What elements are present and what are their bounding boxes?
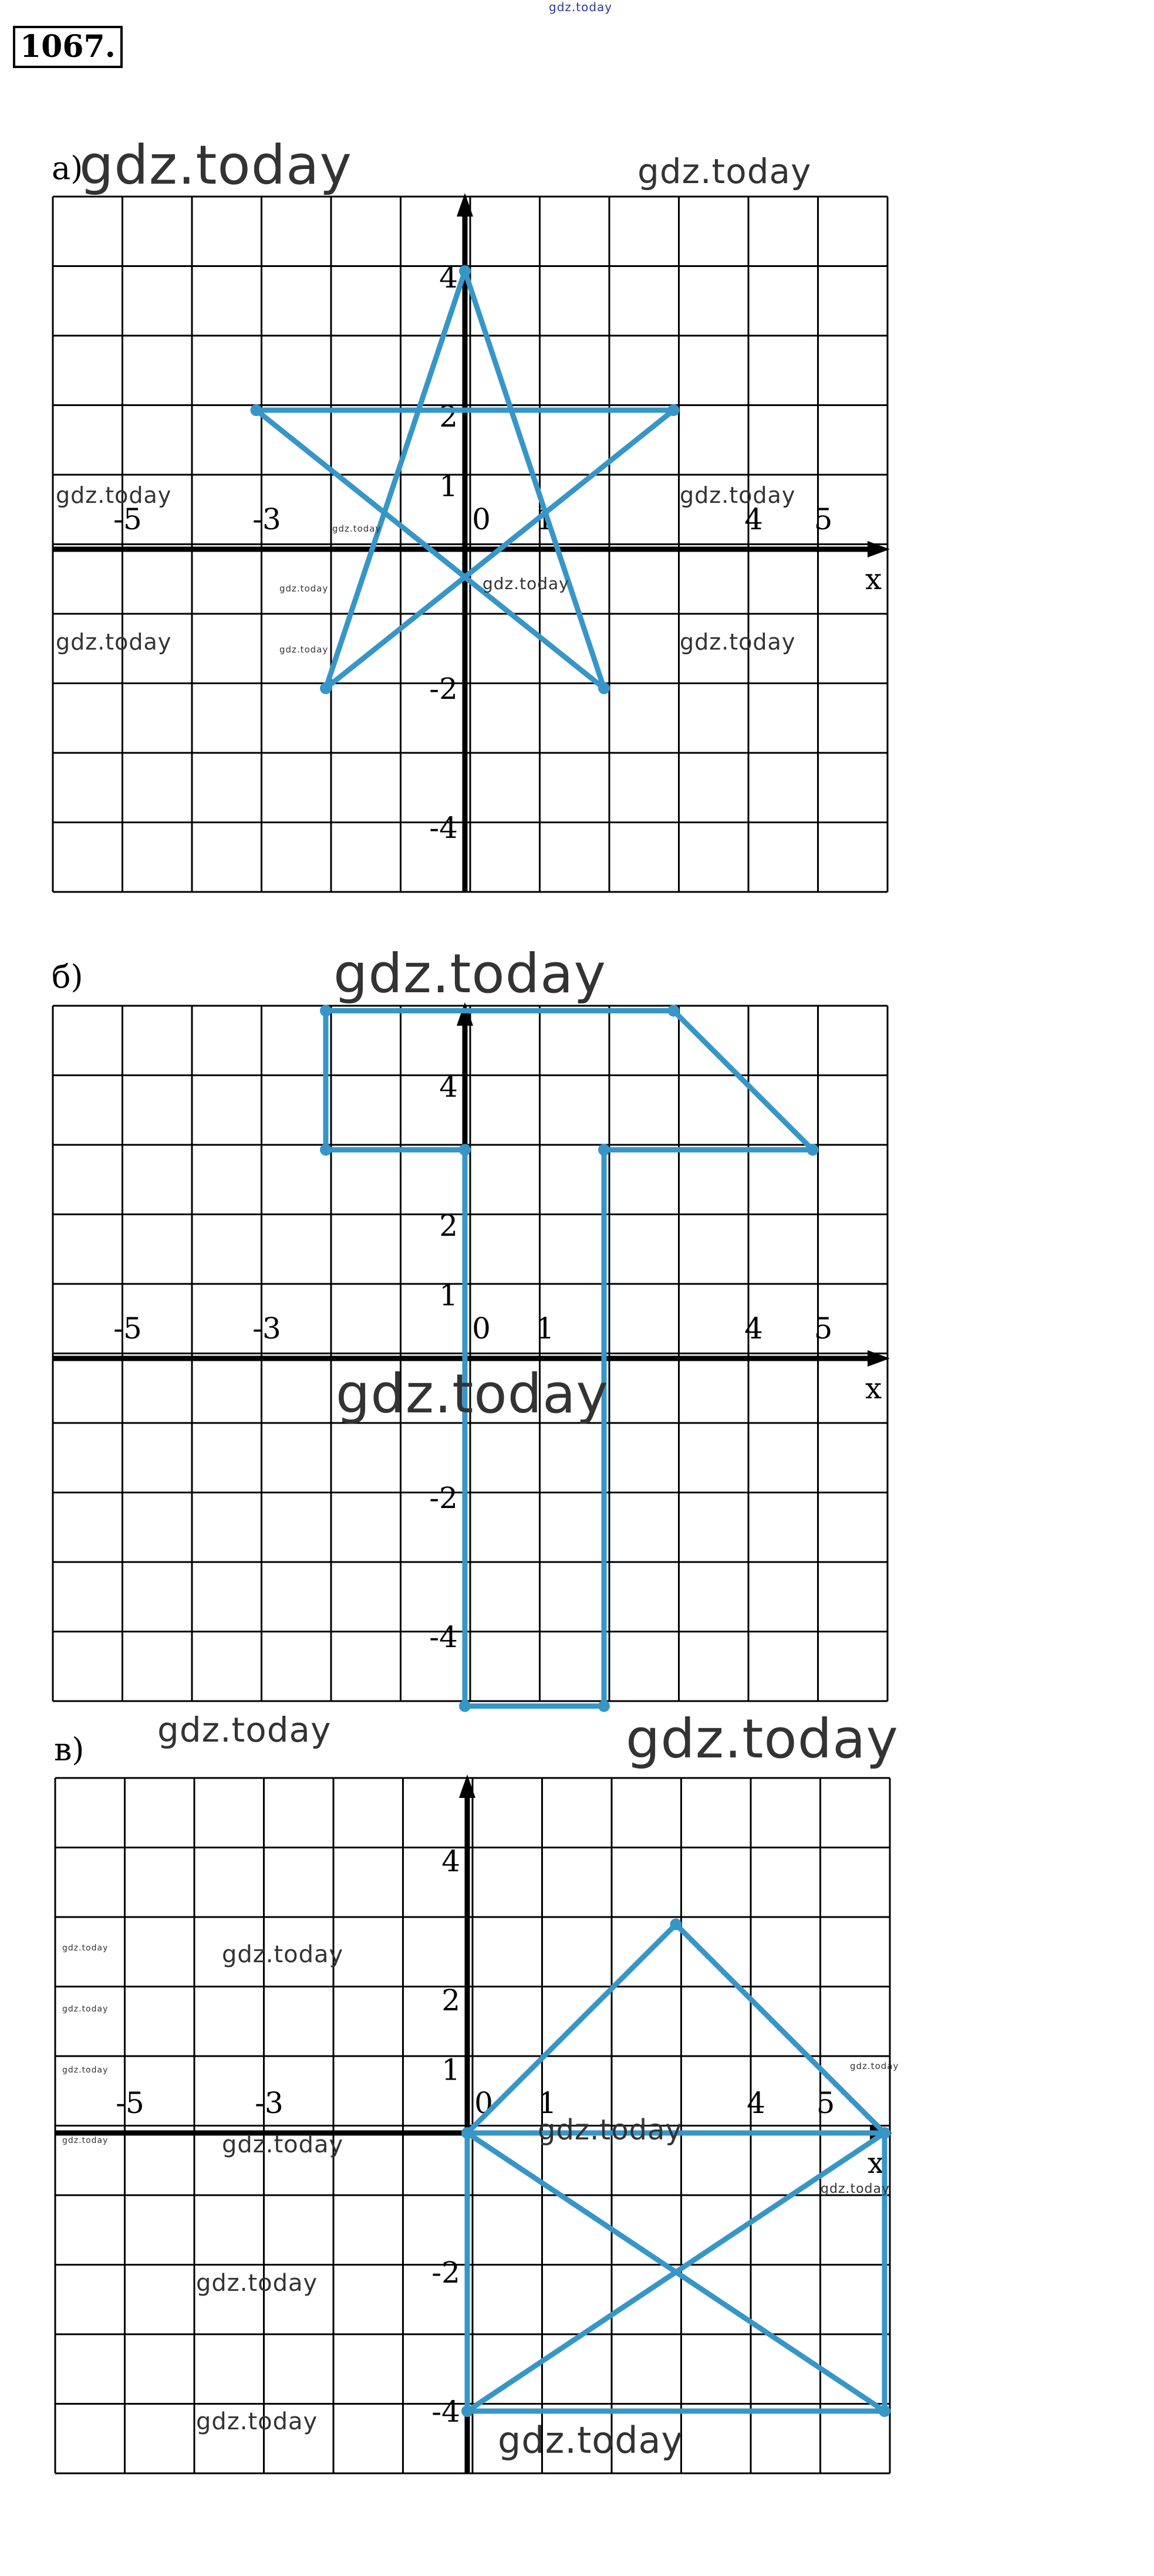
y-tick-label: -2: [429, 672, 458, 706]
x-tick-label: 5: [814, 1311, 833, 1346]
x-tick-label: 1: [538, 2086, 557, 2120]
part-a-label: а): [52, 150, 83, 187]
y-tick-label: 1: [439, 469, 458, 503]
watermark: gdz.today: [637, 151, 812, 191]
x-tick-label: 1: [535, 502, 555, 536]
watermark: gdz.today: [79, 134, 352, 197]
watermark: gdz.today: [222, 1941, 344, 1968]
watermark: gdz.today: [333, 942, 606, 1005]
y-tick-label: 4: [439, 261, 458, 295]
watermark: gdz.today: [821, 2182, 890, 2196]
x-axis-label: x: [865, 562, 882, 596]
x-tick-label: 0: [474, 2086, 493, 2120]
y-tick-label: 1: [441, 2053, 460, 2087]
watermark: gdz.today: [850, 2061, 899, 2071]
watermark: gdz.today: [62, 2004, 109, 2014]
watermark: gdz.today: [62, 1943, 109, 1953]
vertex-point: [461, 2405, 473, 2417]
y-tick-label: -2: [429, 1481, 458, 1515]
vertex-point: [879, 2127, 890, 2139]
x-tick-label: -3: [252, 1311, 281, 1346]
figure-outline: [467, 1925, 885, 2412]
x-axis-label: x: [865, 1371, 882, 1405]
watermark: gdz.today: [680, 482, 796, 508]
x-tick-label: -3: [255, 2086, 284, 2120]
vertex-point: [461, 2127, 473, 2139]
y-tick-label: -4: [431, 2395, 460, 2429]
y-tick-label: -4: [429, 811, 458, 845]
y-tick-label: 1: [439, 1278, 458, 1313]
watermark: gdz.today: [56, 629, 172, 655]
x-tick-label: 4: [744, 502, 763, 536]
y-tick-label: 2: [439, 1209, 458, 1243]
watermark: gdz.today: [680, 629, 796, 655]
watermark: gdz.today: [332, 523, 382, 534]
y-tick-label: -2: [431, 2256, 460, 2290]
y-tick-label: 2: [439, 400, 458, 434]
watermark: gdz.today: [56, 482, 172, 508]
watermark: gdz.today: [196, 2408, 318, 2435]
x-tick-label: 4: [747, 2086, 765, 2120]
part-b-label: б): [52, 958, 83, 995]
y-tick-label: 4: [441, 1844, 460, 1878]
part-c-label: в): [54, 1731, 85, 1768]
watermark: gdz.today: [538, 2114, 683, 2146]
x-tick-label: 1: [535, 1311, 555, 1346]
watermark: gdz.today: [279, 583, 329, 594]
watermark: gdz.today: [482, 574, 569, 593]
top-watermark: gdz.today: [549, 0, 613, 14]
watermark: gdz.today: [626, 1708, 899, 1770]
watermark: gdz.today: [62, 2065, 109, 2075]
vertex-point: [879, 2405, 890, 2417]
x-tick-label: 0: [472, 502, 491, 536]
vertex-point: [670, 1919, 682, 1931]
x-tick-label: 4: [744, 1311, 763, 1346]
watermark: gdz.today: [157, 1710, 332, 1750]
watermark: gdz.today: [196, 2270, 318, 2297]
watermark: gdz.today: [336, 1363, 609, 1425]
watermark: gdz.today: [62, 2136, 109, 2145]
x-tick-label: 0: [472, 1311, 491, 1346]
y-tick-label: 4: [439, 1070, 458, 1104]
x-tick-label: -3: [252, 502, 281, 536]
y-tick-label: -4: [429, 1620, 458, 1654]
x-tick-label: -5: [113, 1311, 142, 1346]
x-tick-label: 5: [816, 2086, 835, 2120]
x-tick-label: 5: [814, 502, 833, 536]
watermark: gdz.today: [498, 2419, 684, 2462]
x-axis-label: x: [868, 2146, 885, 2180]
x-tick-label: -5: [116, 2086, 144, 2120]
watermark: gdz.today: [222, 2131, 344, 2158]
task-number: 1067.: [13, 26, 123, 68]
x-tick-label: -5: [113, 502, 142, 536]
y-tick-label: 2: [441, 1983, 460, 2017]
watermark: gdz.today: [279, 644, 329, 655]
